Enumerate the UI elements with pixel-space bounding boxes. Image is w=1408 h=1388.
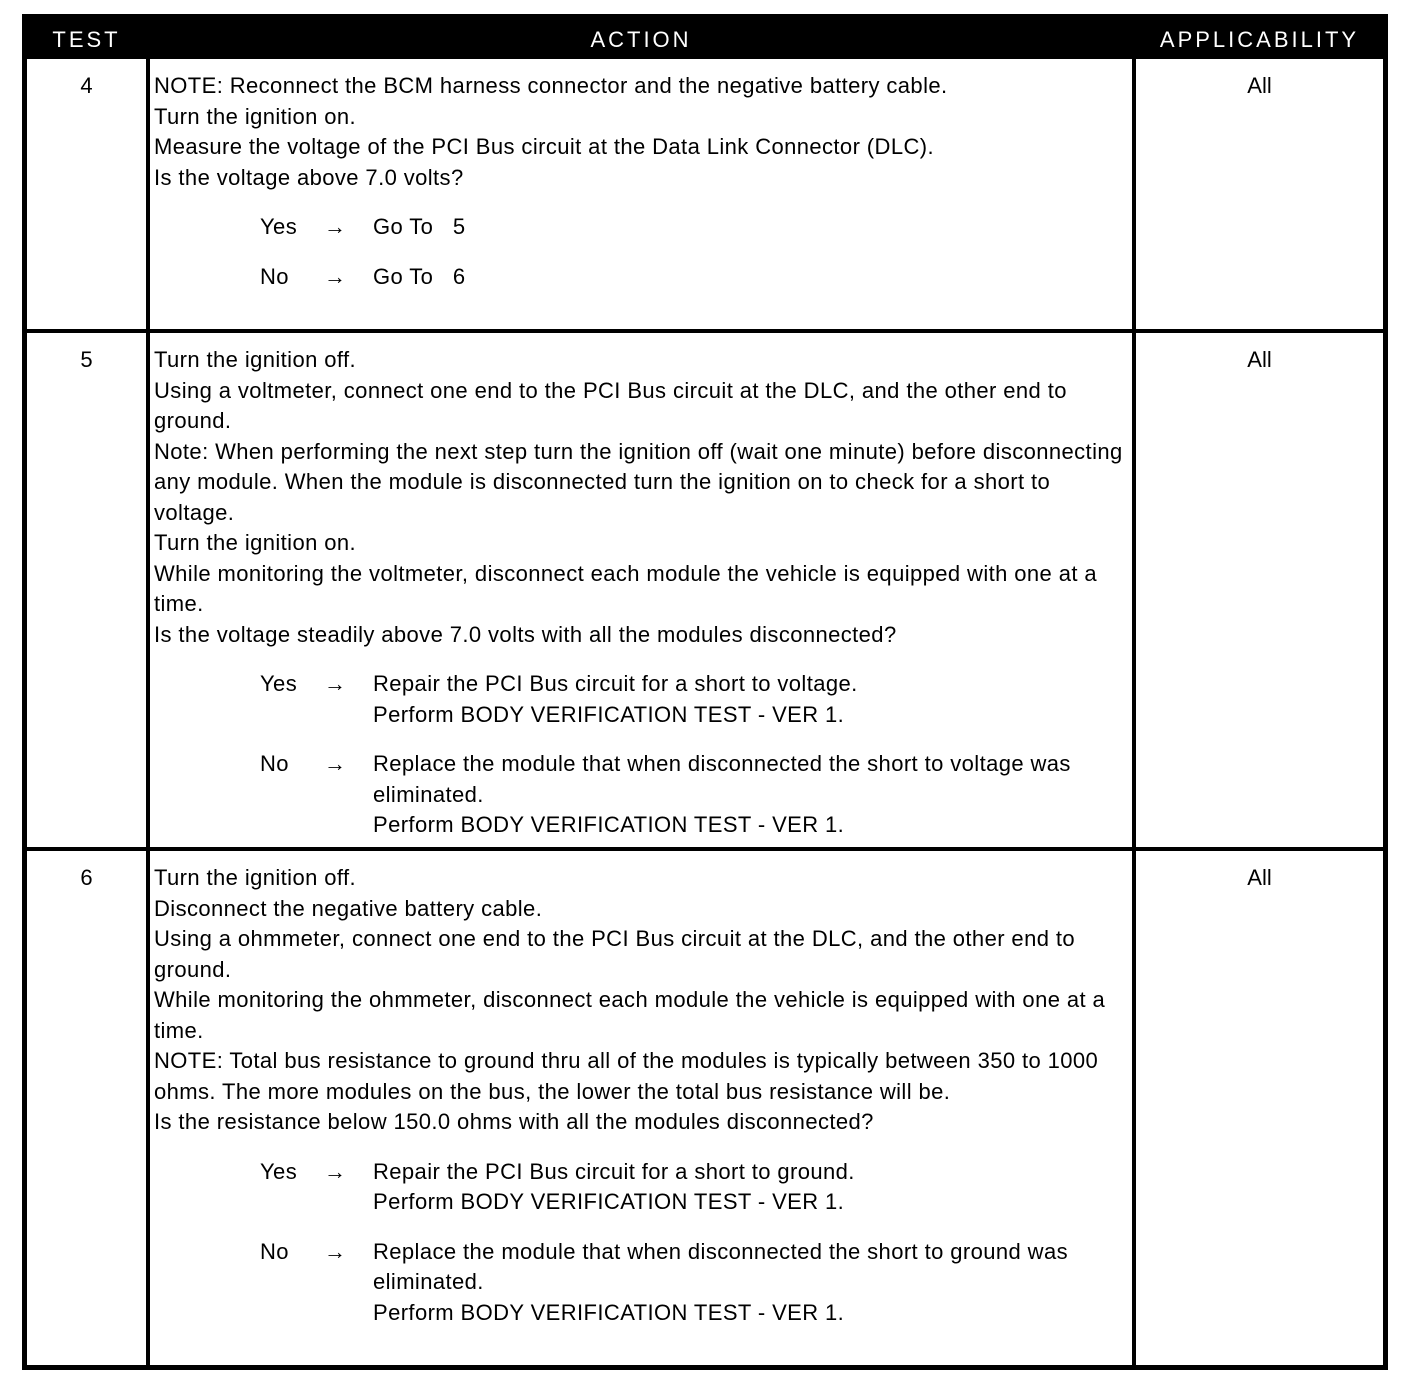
branch-result: Perform BODY VERIFICATION TEST - VER 1.: [373, 812, 845, 837]
header-action: ACTION: [590, 27, 692, 52]
test-number: 4: [80, 73, 93, 98]
arrow-icon: →: [324, 751, 347, 776]
table-row: [27, 333, 1383, 847]
yes-branch: [154, 669, 1129, 730]
no-label: No: [260, 263, 289, 289]
arrow-icon: →: [324, 1238, 347, 1264]
action-line: While monitoring the ohmmeter, disconnect each module the vehicle is equipped with one at a time.: [154, 987, 1106, 1043]
branch-result: Perform BODY VERIFICATION TEST - VER 1.: [373, 1299, 845, 1325]
arrow-icon: →: [324, 671, 347, 696]
action-cell: [154, 71, 1129, 292]
branch-result: Repair the PCI Bus circuit for a short to ground.: [373, 1158, 855, 1184]
no-branch: [154, 1237, 1129, 1329]
test-number: 6: [80, 865, 93, 890]
action-line: Using a voltmeter, connect one end to the PCI Bus circuit at the DLC, and the other end to ground.: [154, 377, 1067, 433]
action-line: While monitoring the voltmeter, disconnect each module the vehicle is equipped with one at a time.: [154, 560, 1097, 616]
action-line: NOTE: Reconnect the BCM harness connector and the negative battery cable.: [154, 73, 948, 98]
action-line: Using a ohmmeter, connect one end to the PCI Bus circuit at the DLC, and the other end to ground.: [154, 926, 1076, 982]
action-line: Is the resistance below 150.0 ohms with all the modules disconnected?: [154, 1109, 874, 1134]
diagnostic-test-table: [22, 14, 1388, 1370]
action-cell: [154, 863, 1129, 1328]
yes-branch: [154, 212, 1129, 243]
action-line: Note: When performing the next step turn the ignition off (wait one minute) before disconnecting any module. When the module is disconnected turn the ignition on to check for a short to voltage.: [154, 438, 1123, 525]
arrow-icon: →: [324, 1158, 347, 1184]
table-row: [27, 851, 1383, 1365]
no-label: No: [260, 751, 289, 776]
arrow-icon: →: [324, 214, 347, 239]
branch-result: Replace the module that when disconnected the short to ground was eliminated.: [373, 1238, 1068, 1294]
action-line: Disconnect the negative battery cable.: [154, 895, 543, 921]
test-number: 5: [80, 347, 93, 372]
action-cell: [154, 345, 1129, 841]
no-branch: [154, 262, 1129, 293]
action-line: Turn the ignition on.: [154, 103, 357, 129]
applicability-value: All: [1247, 347, 1272, 372]
no-branch: [154, 749, 1129, 841]
action-line: Measure the voltage of the PCI Bus circuit at the Data Link Connector (DLC).: [154, 134, 934, 159]
applicability-value: All: [1247, 865, 1272, 890]
yes-label: Yes: [260, 1158, 298, 1184]
branch-result: Repair the PCI Bus circuit for a short to voltage.: [373, 671, 858, 696]
action-line: Turn the ignition off.: [154, 347, 357, 372]
action-line: Turn the ignition off.: [154, 865, 357, 890]
no-label: No: [260, 1238, 289, 1264]
table-header: [27, 19, 1383, 59]
branch-result: Perform BODY VERIFICATION TEST - VER 1.: [373, 701, 845, 727]
branch-result: Perform BODY VERIFICATION TEST - VER 1.: [373, 1189, 845, 1214]
action-line: Is the voltage steadily above 7.0 volts with all the modules disconnected?: [154, 621, 897, 647]
action-line: Is the voltage above 7.0 volts?: [154, 164, 464, 190]
branch-result: Go To 6: [373, 263, 466, 289]
yes-label: Yes: [260, 671, 298, 696]
branch-result: Go To 5: [373, 214, 466, 239]
yes-branch: [154, 1157, 1129, 1218]
action-line: NOTE: Total bus resistance to ground thru all of the modules is typically between 350 to 1000 ohms. The more modules on the bus, the lower the total bus resistance will be.: [154, 1048, 1099, 1104]
branch-result: Replace the module that when disconnected the short to voltage was eliminated.: [373, 751, 1071, 807]
applicability-value: All: [1247, 73, 1272, 98]
header-test: TEST: [52, 27, 121, 52]
table-row: [27, 59, 1383, 329]
arrow-icon: →: [324, 263, 347, 289]
header-applicability: APPLICABILITY: [1159, 27, 1360, 52]
action-line: Turn the ignition on.: [154, 530, 357, 555]
yes-label: Yes: [260, 214, 298, 239]
